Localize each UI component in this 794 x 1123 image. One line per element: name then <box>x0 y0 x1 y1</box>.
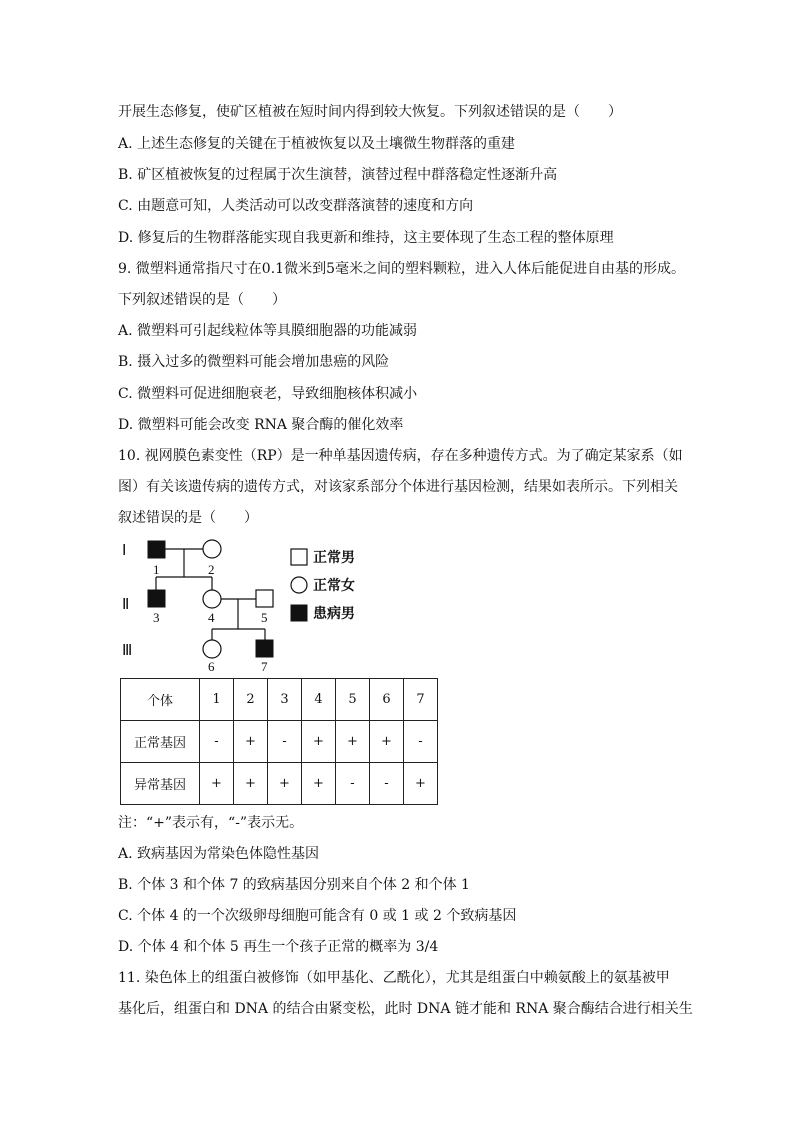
table-cell: + <box>302 763 336 805</box>
q8-option-a: A. 上述生态修复的关键在于植被恢复以及土壤微生物群落的重建 <box>118 136 516 152</box>
legend-normal-male-symbol <box>291 549 307 565</box>
table-cell: + <box>302 721 336 763</box>
q10-option-c: C. 个体 4 的一个次级卵母细胞可能含有 0 或 1 或 2 个致病基因 <box>118 908 517 924</box>
table-cell: + <box>404 763 438 805</box>
q9-option-c: C. 微塑料可促进细胞衰老，导致细胞核体积减小 <box>118 386 418 402</box>
individual-6-number: 6 <box>208 659 215 674</box>
legend-normal-female-label: 正常女 <box>313 577 355 593</box>
table-cell: 异常基因 <box>121 763 200 805</box>
table-cell: - <box>268 721 302 763</box>
table-cell: + <box>234 721 268 763</box>
individual-2-normal-female <box>203 540 221 558</box>
generation-3-label: Ⅲ <box>122 643 133 659</box>
table-note: 注：“+”表示有，“-”表示无。 <box>118 815 304 831</box>
legend-affected-male-symbol <box>291 605 307 621</box>
q8-option-b: B. 矿区植被恢复的过程属于次生演替，演替过程中群落稳定性逐渐升高 <box>118 167 558 183</box>
table-header-row <box>121 679 438 721</box>
table-header-cell: 7 <box>404 679 438 721</box>
q10-option-a: A. 致病基因为常染色体隐性基因 <box>118 846 320 862</box>
table-cell: + <box>200 763 234 805</box>
individual-7-affected-male <box>256 640 273 657</box>
table-cell: - <box>336 763 370 805</box>
table-header-cell: 4 <box>302 679 336 721</box>
legend-normal-male-label: 正常男 <box>313 549 355 565</box>
table-header-cell: 5 <box>336 679 370 721</box>
table-cell: + <box>336 721 370 763</box>
table-cell: + <box>268 763 302 805</box>
table-cell: - <box>370 763 404 805</box>
individual-6-normal-female <box>203 640 221 658</box>
table-row <box>121 721 438 763</box>
q9-stem-line-1: 9. 微塑料通常指尺寸在0.1微米到5毫米之间的塑料颗粒，进入人体后能促进自由基的形成。 <box>118 261 685 277</box>
gene-test-table <box>120 678 438 805</box>
individual-2-number: 2 <box>208 562 215 577</box>
table-cell: + <box>234 763 268 805</box>
table-row <box>121 763 438 805</box>
generation-1-label: Ⅰ <box>122 543 127 559</box>
table-header-cell: 2 <box>234 679 268 721</box>
individual-5-number: 5 <box>261 610 268 625</box>
q10-stem-line-2: 图）有关该遗传病的遗传方式，对该家系部分个体进行基因检测，结果如表所示。下列相关 <box>118 479 678 495</box>
pedigree-diagram <box>118 537 378 677</box>
q9-stem-line-2: 下列叙述错误的是（ ） <box>118 292 286 308</box>
table-header-cell: 1 <box>200 679 234 721</box>
table-cell: - <box>404 721 438 763</box>
individual-1-number: 1 <box>153 562 160 577</box>
q8-option-d: D. 修复后的生物群落能实现自我更新和维持，这主要体现了生态工程的整体原理 <box>118 230 614 246</box>
q9-option-a: A. 微塑料可引起线粒体等具膜细胞器的功能减弱 <box>118 323 418 339</box>
individual-7-number: 7 <box>261 659 268 674</box>
table-header-cell: 3 <box>268 679 302 721</box>
individual-1-affected-male <box>148 541 165 558</box>
table-header-cell: 个体 <box>121 679 200 721</box>
q9-option-b: B. 摄入过多的微塑料可能会增加患癌的风险 <box>118 354 390 370</box>
individual-5-normal-male <box>256 590 273 607</box>
q8-option-c: C. 由题意可知，人类活动可以改变群落演替的速度和方向 <box>118 198 474 214</box>
table-cell: + <box>370 721 404 763</box>
individual-3-affected-male <box>148 590 165 607</box>
legend-affected-male-label: 患病男 <box>313 605 355 621</box>
generation-2-label: Ⅱ <box>122 597 130 613</box>
q9-option-d: D. 微塑料可能会改变 RNA 聚合酶的催化效率 <box>118 417 404 433</box>
q10-stem-line-3: 叙述错误的是（ ） <box>118 510 258 526</box>
q11-stem-line-2: 基化后，组蛋白和 DNA 的结合由紧变松，此时 DNA 链才能和 RNA 聚合酶结合进行相关生 <box>118 1001 693 1017</box>
individual-4-normal-female <box>203 590 221 608</box>
q8-stem-tail: 开展生态修复，使矿区植被在短时间内得到较大恢复。下列叙述错误的是（ ） <box>118 104 622 120</box>
q10-stem-line-1: 10. 视网膜色素变性（RP）是一种单基因遗传病，存在多种遗传方式。为了确定某家系（如 <box>118 448 683 464</box>
individual-3-number: 3 <box>153 610 160 625</box>
individual-4-number: 4 <box>208 610 215 625</box>
q10-option-b: B. 个体 3 和个体 7 的致病基因分别来自个体 2 和个体 1 <box>118 877 470 893</box>
q11-stem-line-1: 11. 染色体上的组蛋白被修饰（如甲基化、乙酰化），尤其是组蛋白中赖氨酸上的氨基被甲 <box>118 970 670 986</box>
q10-option-d: D. 个体 4 和个体 5 再生一个孩子正常的概率为 3/4 <box>118 939 439 955</box>
table-cell: 正常基因 <box>121 721 200 763</box>
table-cell: - <box>200 721 234 763</box>
table-header-cell: 6 <box>370 679 404 721</box>
legend-normal-female-symbol <box>291 577 307 593</box>
